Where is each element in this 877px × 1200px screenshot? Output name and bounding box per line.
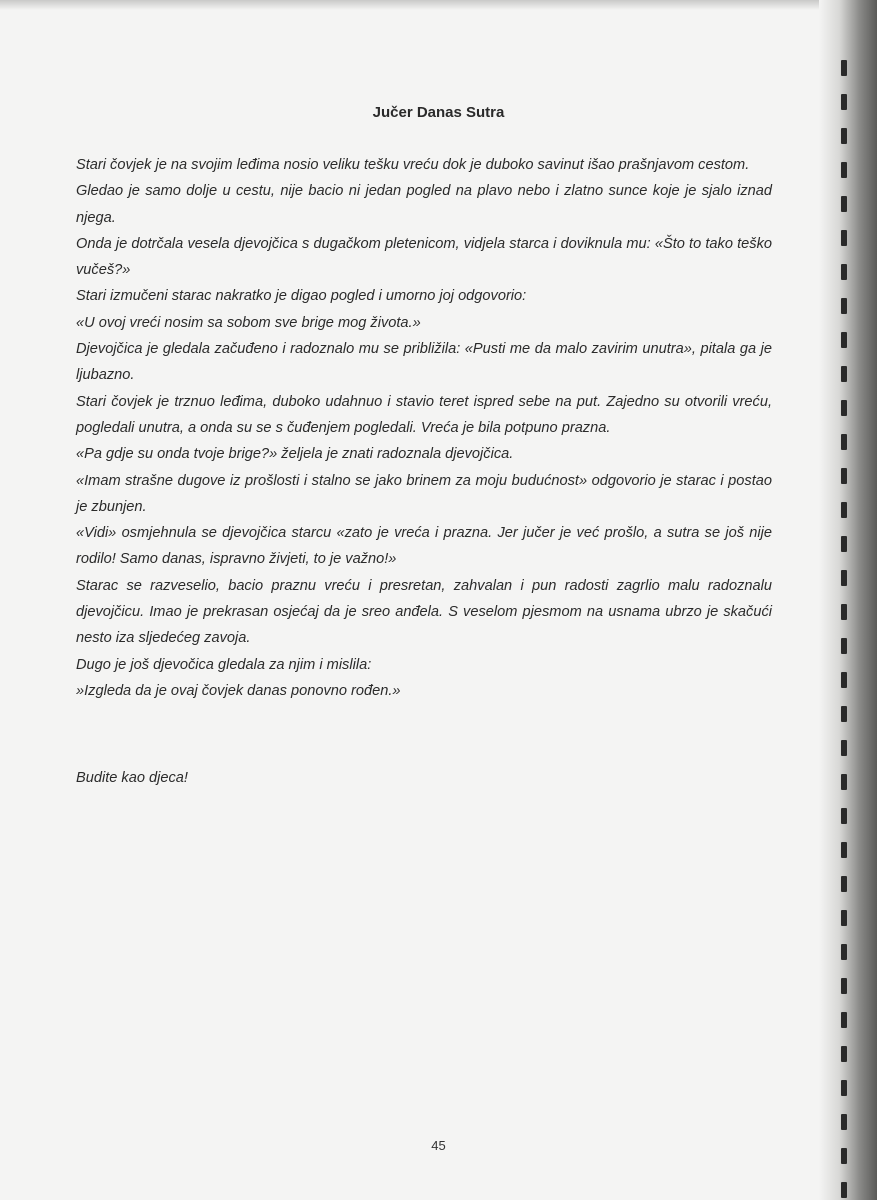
closing-line: Budite kao djeca! xyxy=(76,770,188,786)
binding-ring xyxy=(841,366,847,382)
paragraph: «Imam strašne dugove iz prošlosti i stalno se jako brinem za moju budućnost» odgovorio je starac i postao je zbunjen. xyxy=(76,472,772,515)
binding-ring xyxy=(841,1114,847,1130)
binding-ring xyxy=(841,298,847,314)
binding-ring xyxy=(841,774,847,790)
binding-ring xyxy=(841,332,847,348)
binding-ring xyxy=(841,570,847,586)
binding-ring xyxy=(841,808,847,824)
binding-ring xyxy=(841,468,847,484)
binding-ring xyxy=(841,434,847,450)
page-number: 45 xyxy=(431,1138,446,1153)
binding-ring xyxy=(841,1046,847,1062)
binding-ring xyxy=(841,264,847,280)
binding-ring xyxy=(841,1080,847,1096)
paragraph: «U ovoj vreći nosim sa sobom sve brige mog života.» xyxy=(76,314,421,331)
paragraph: Stari čovjek je trznuo leđima, duboko udahnuo i stavio teret ispred sebe na put. Zajedno su otvorili vreću, pogledali unutra, a onda su se s čuđenjem pogledali. Vreća je bila potpuno prazna. xyxy=(76,393,772,436)
binding-ring xyxy=(841,910,847,926)
binding-ring xyxy=(841,502,847,518)
binding-ring xyxy=(841,740,847,756)
binding-ring xyxy=(841,842,847,858)
binding-ring xyxy=(841,230,847,246)
binding-ring xyxy=(841,1182,847,1198)
binding-ring xyxy=(841,672,847,688)
paragraph: Djevojčica je gledala začuđeno i radoznalo mu se približila: «Pusti me da malo zavirim unutra», pitala ga je ljubazno. xyxy=(76,341,772,384)
binding-ring xyxy=(841,536,847,552)
binding-ring xyxy=(841,1012,847,1028)
binding-ring xyxy=(841,196,847,212)
binding-ring xyxy=(841,876,847,892)
paragraph: »Izgleda da je ovaj čovjek danas ponovno rođen.» xyxy=(76,682,401,699)
paragraph: Onda je dotrčala vesela djevojčica s dugačkom pletenicom, vidjela starca i doviknula mu: «Što to tako teško vučeš?» xyxy=(76,235,772,279)
page-top-shadow xyxy=(0,0,877,10)
paragraph: Dugo je još djevočica gledala za njim i mislila: xyxy=(76,656,372,673)
paragraph: «Pa gdje su onda tvoje brige?» željela je znati radoznala djevojčica. xyxy=(76,446,514,463)
binding-ring xyxy=(841,162,847,178)
binding-ring xyxy=(841,400,847,416)
paragraph: Stari izmučeni starac nakratko je digao pogled i umorno joj odgovorio: xyxy=(76,288,527,305)
binding-ring xyxy=(841,944,847,960)
story-text xyxy=(76,152,772,704)
binding-ring xyxy=(841,128,847,144)
paragraph: Gledao je samo dolje u cestu, nije bacio ni jedan pogled na plavo nebo i zlatno sunce koje je sjalo iznad njega. xyxy=(76,183,772,226)
binding-ring xyxy=(841,60,847,76)
binding-ring xyxy=(841,638,847,654)
page-title: Jučer Danas Sutra xyxy=(372,104,505,121)
binding-ring xyxy=(841,706,847,722)
binding-ring xyxy=(841,604,847,620)
paragraph: «Vidi» osmjehnula se djevojčica starcu «zato je vreća i prazna. Jer jučer je već prošlo, a sutra se još nije rodilo! Samo danas, ispravno živjeti, to je važno!» xyxy=(76,525,772,568)
binding-ring xyxy=(841,978,847,994)
paragraph: Starac se razveselio, bacio praznu vreću i presretan, zahvalan i pun radosti zagrlio malu radoznalu djevojčicu. Imao je prekrasan osjećaj da je sreo anđela. S veselom pjesmom na usnama ubrzo je skačući nesto iza sljedećeg zavoja. xyxy=(76,577,772,647)
paragraph: Stari čovjek je na svojim leđima nosio veliku tešku vreću dok je duboko savinut išao prašnjavom cestom. xyxy=(76,157,750,173)
spiral-binding xyxy=(819,0,877,1200)
